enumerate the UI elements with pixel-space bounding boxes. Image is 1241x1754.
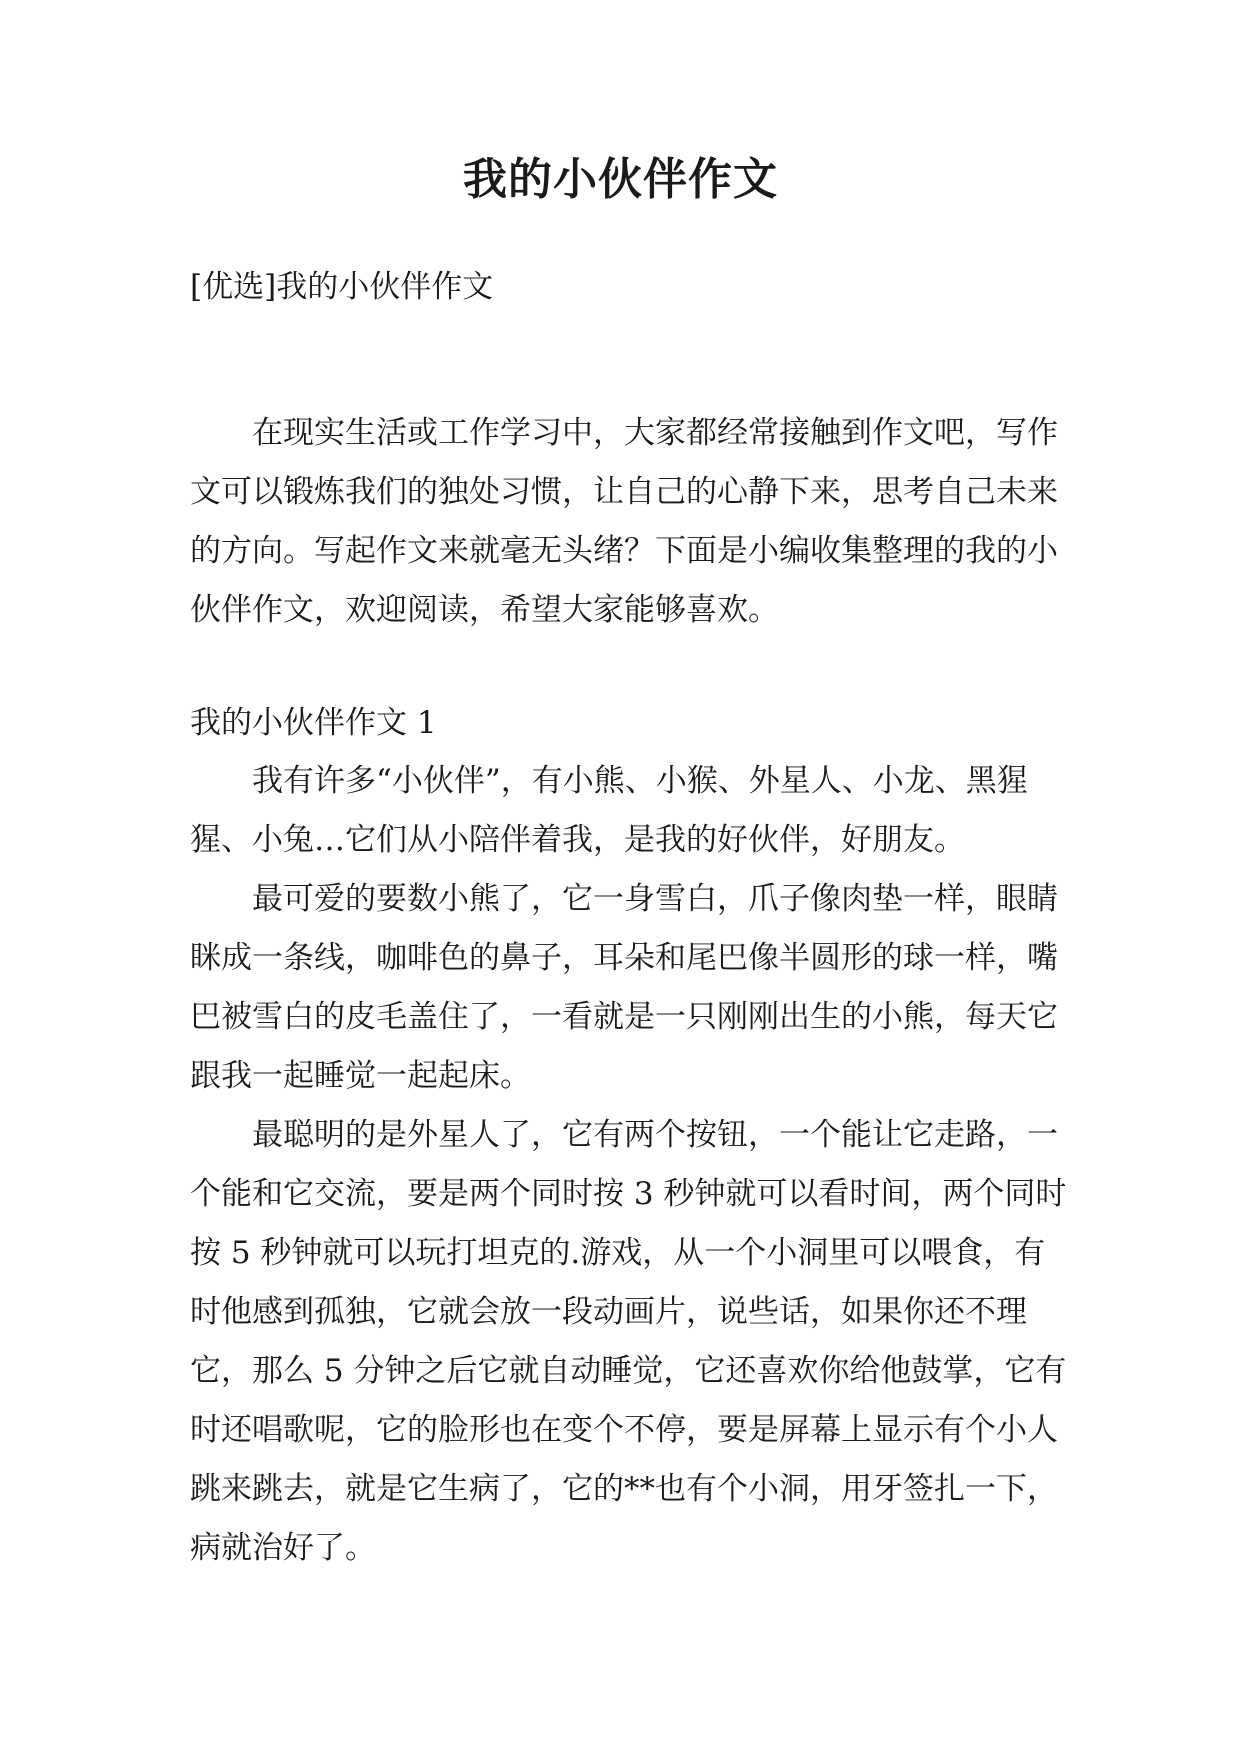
document-title: 我的小伙伴作文: [463, 154, 778, 205]
essay-body: [190, 752, 1070, 1578]
body-paragraph: 我有许多“小伙伴”，有小熊、小猴、外星人、小龙、黑猩猩、小兔…它们从小陪伴着我，是我的好伙伴，好朋友。: [190, 763, 1028, 858]
intro-paragraph: 在现实生活或工作学习中，大家都经常接触到作文吧，写作文可以锻炼我们的独处习惯，让自己的心静下来，思考自己未来的方向。写起作文来就毫无头绪？下面是小编收集整理的我的小伙伴作文，欢迎阅读，希望大家能够喜欢。: [190, 415, 1058, 628]
document-subtitle: [优选]我的小伙伴作文: [190, 269, 494, 305]
body-paragraph: 最可爱的要数小熊了，它一身雪白，爪子像肉垫一样，眼睛眯成一条线，咖啡色的鼻子，耳朵和尾巴像半圆形的球一样，嘴巴被雪白的皮毛盖住了，一看就是一只刚刚出生的小熊，每天它跟我一起睡觉一起起床。: [190, 881, 1058, 1094]
body-paragraph: 最聪明的是外星人了，它有两个按钮，一个能让它走路，一个能和它交流，要是两个同时按 3 秒钟就可以看时间，两个同时按 5 秒钟就可以玩打坦克的.游戏，从一个小洞里可以喂食，有时他感到孤独，它就会放一段动画片，说些话，如果你还不理它，那么 5 分钟之后它就自动睡觉，它还喜欢你给他鼓掌，它有时还唱歌呢，它的脸形也在变个不停，要是屏幕上显示有个小人跳来跳去，就是它生病了，它的**也有个小洞，用牙签扎一下，病就治好了。: [190, 1117, 1067, 1566]
section-heading: 我的小伙伴作文 1: [190, 705, 437, 741]
